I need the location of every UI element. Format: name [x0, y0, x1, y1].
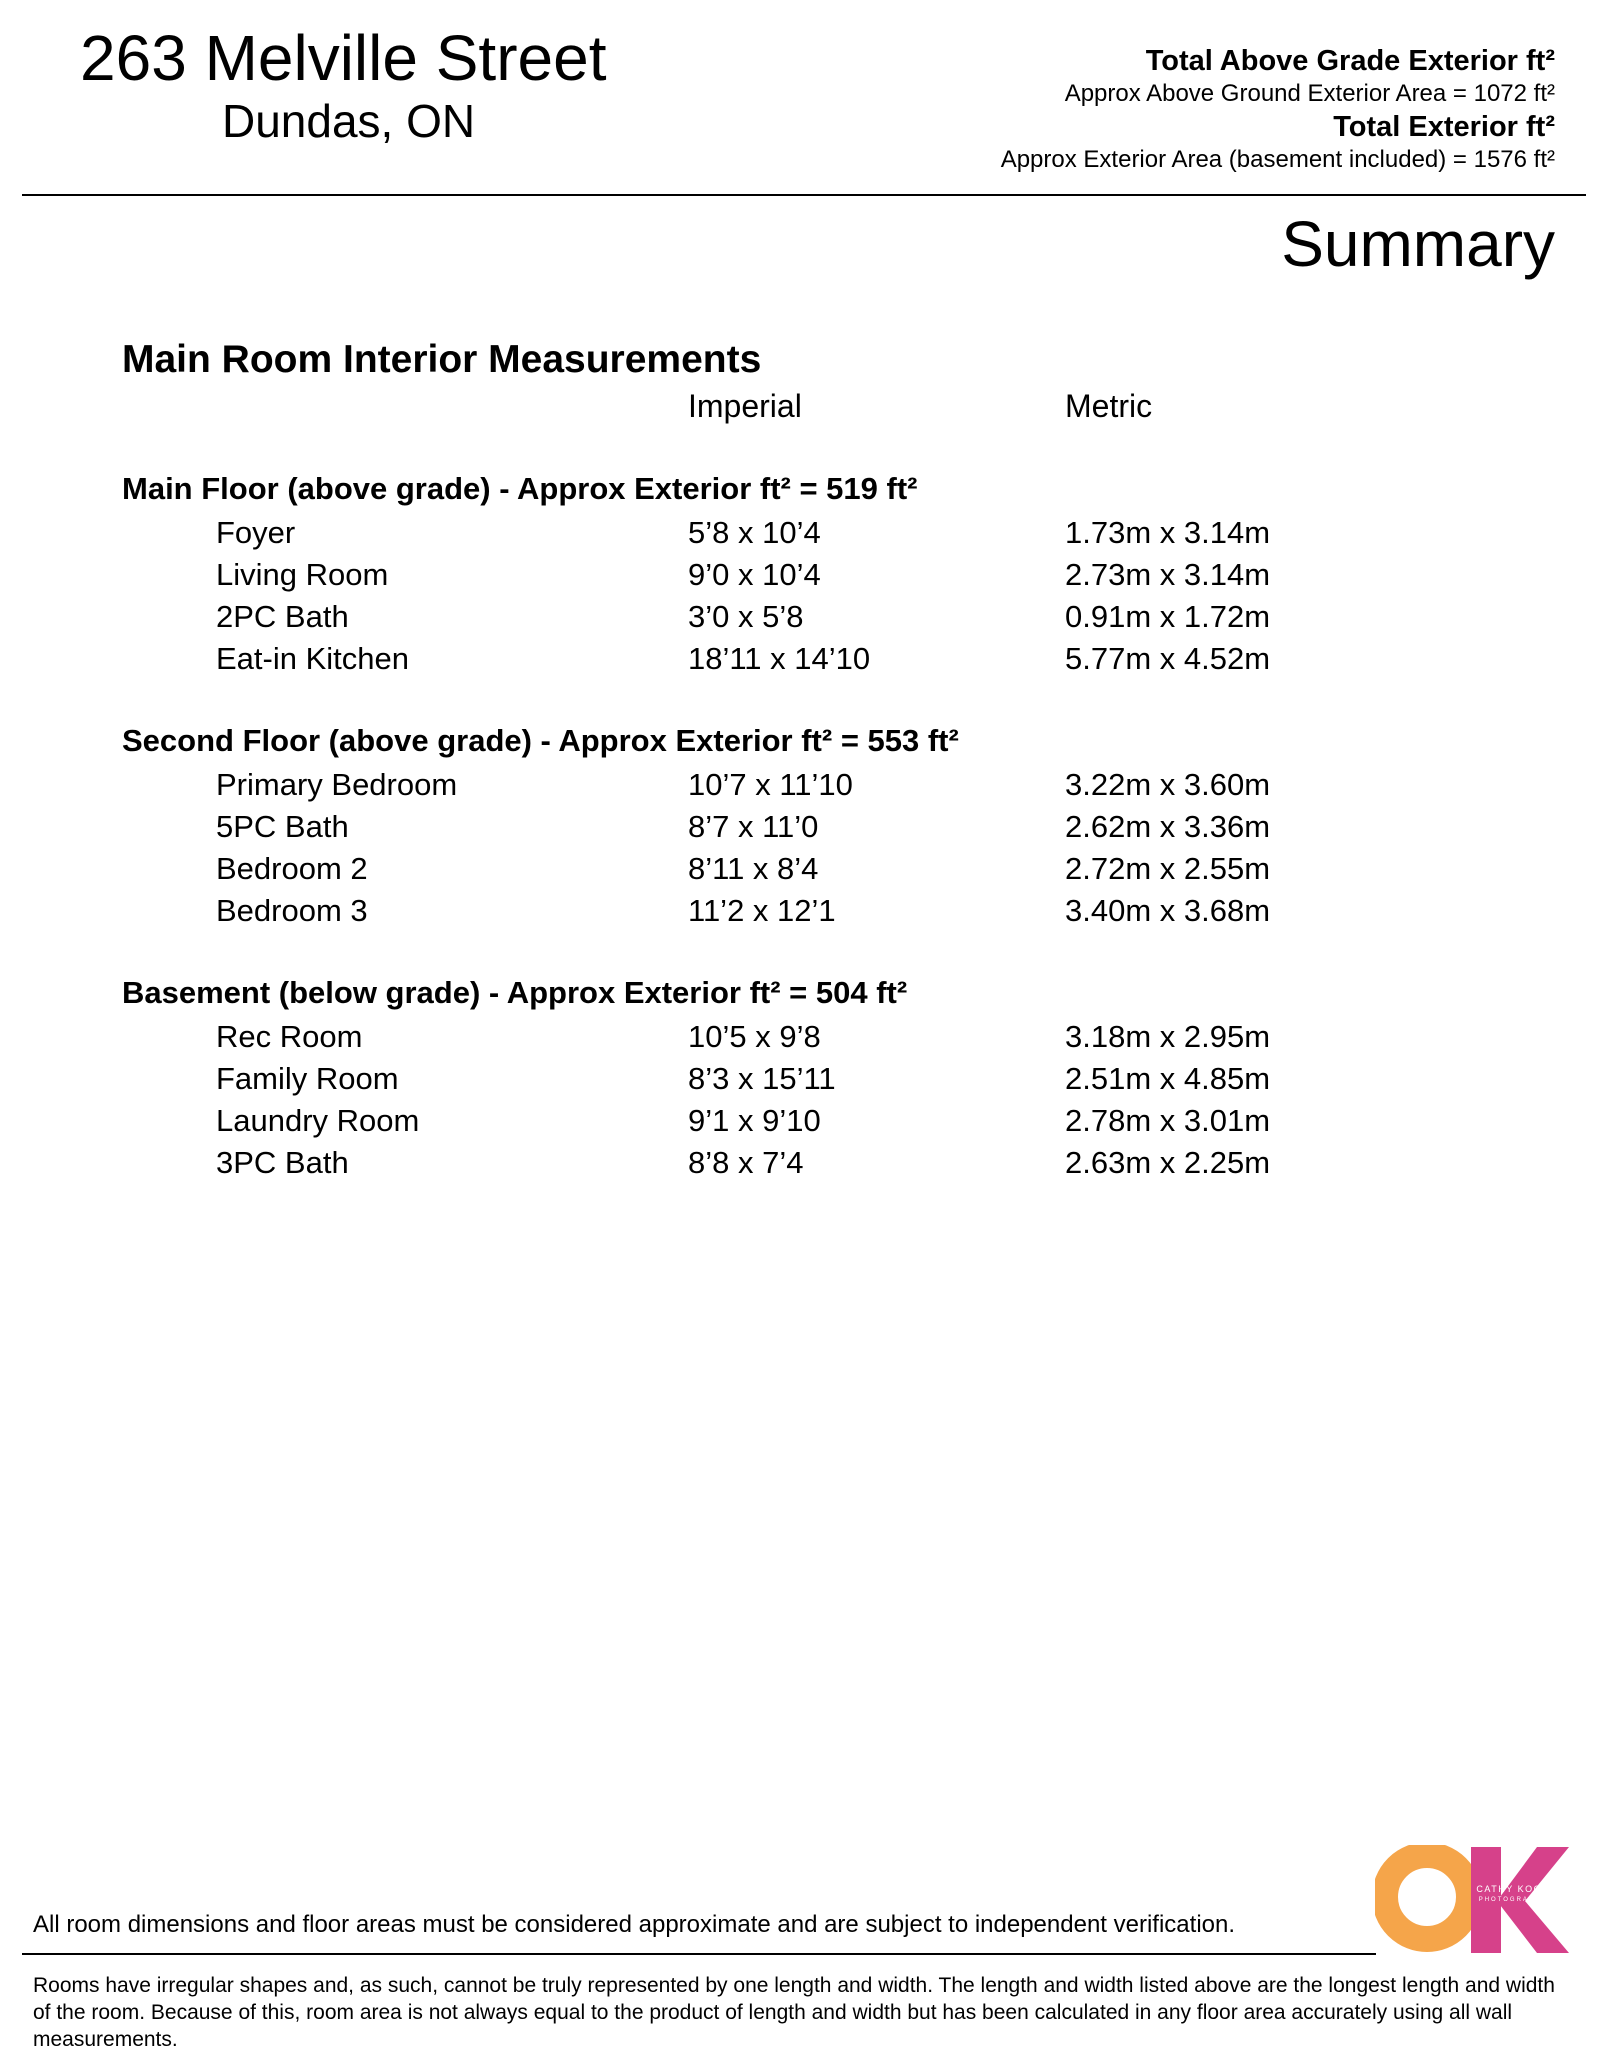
room-imperial: 8’3 x 15’11: [688, 1061, 836, 1096]
room-row: [0, 1147, 1600, 1189]
room-name: Bedroom 2: [216, 851, 368, 886]
room-row: [0, 769, 1600, 811]
room-row: [0, 1021, 1600, 1063]
room-imperial: 8’7 x 11’0: [688, 809, 819, 844]
logo-text-photography: PHOTOGRAPHY: [1478, 1897, 1548, 1903]
room-imperial: 3’0 x 5’8: [688, 599, 804, 634]
room-row: [0, 853, 1600, 895]
section-title: Main Room Interior Measurements: [122, 338, 762, 381]
room-name: Primary Bedroom: [216, 767, 458, 802]
total-exterior-label: Total Exterior ft²: [1333, 111, 1555, 143]
room-metric: 2.78m x 3.01m: [1065, 1103, 1271, 1138]
room-row: [0, 601, 1600, 643]
disclaimer-text: All room dimensions and floor areas must be considered approximate and are subject to independent verification.: [33, 1911, 1236, 1938]
room-imperial: 18’11 x 14’10: [688, 641, 871, 676]
room-metric: 5.77m x 4.52m: [1065, 641, 1271, 676]
room-metric: 2.62m x 3.36m: [1065, 809, 1271, 844]
room-row: [0, 1063, 1600, 1105]
room-imperial: 9’0 x 10’4: [688, 557, 821, 592]
logo-text-name: CATHY KOOP: [1476, 1884, 1550, 1894]
room-metric: 0.91m x 1.72m: [1065, 599, 1271, 634]
summary-title: Summary: [1281, 208, 1555, 280]
room-row: [0, 643, 1600, 685]
room-imperial: 10’5 x 9’8: [688, 1019, 821, 1054]
logo-letter-o: [1385, 1855, 1469, 1939]
room-imperial: 8’8 x 7’4: [688, 1145, 804, 1180]
room-metric: 2.73m x 3.14m: [1065, 557, 1271, 592]
room-name: Living Room: [216, 557, 389, 592]
cathy-koop-logo: [1375, 1845, 1570, 1955]
room-name: 5PC Bath: [216, 809, 349, 844]
floor-title: Main Floor (above grade) - Approx Exterior ft² = 519 ft²: [122, 471, 918, 506]
room-name: Eat-in Kitchen: [216, 641, 409, 676]
room-name: Laundry Room: [216, 1103, 420, 1138]
column-header-metric: Metric: [1065, 388, 1153, 424]
room-metric: 1.73m x 3.14m: [1065, 515, 1271, 550]
fine-print-text: Rooms have irregular shapes and, as such, cannot be truly represented by one length and width. The length and width listed above are the longest length and width of the room. Because of this, room area is not always equal to the product of length and width but has been calculated in any floor area accurately using all wall measurements.: [33, 1974, 1555, 2051]
header-divider: [22, 194, 1586, 196]
room-row: [0, 895, 1600, 937]
address-street: 263 Melville Street: [80, 22, 607, 94]
total-above-grade-label: Total Above Grade Exterior ft²: [1145, 45, 1555, 77]
address-city: Dundas, ON: [222, 95, 476, 147]
room-name: Foyer: [216, 515, 296, 550]
room-row: [0, 811, 1600, 853]
room-row: [0, 559, 1600, 601]
room-imperial: 8’11 x 8’4: [688, 851, 819, 886]
room-imperial: 11’2 x 12’1: [688, 893, 836, 928]
room-imperial: 10’7 x 11’10: [688, 767, 853, 802]
column-header-imperial: Imperial: [688, 388, 802, 424]
floor-title: Basement (below grade) - Approx Exterior ft² = 504 ft²: [122, 975, 908, 1010]
room-name: Rec Room: [216, 1019, 363, 1054]
room-metric: 3.40m x 3.68m: [1065, 893, 1271, 928]
totals-block: [1001, 44, 1555, 176]
total-exterior-value: Approx Exterior Area (basement included) = 1576 ft²: [1000, 146, 1555, 173]
room-metric: 2.51m x 4.85m: [1065, 1061, 1271, 1096]
room-metric: 3.22m x 3.60m: [1065, 767, 1271, 802]
room-name: Bedroom 3: [216, 893, 368, 928]
room-metric: 3.18m x 2.95m: [1065, 1019, 1271, 1054]
total-above-grade-value: Approx Above Ground Exterior Area = 1072 ft²: [1064, 80, 1555, 107]
room-name: 2PC Bath: [216, 599, 349, 634]
floor-title: Second Floor (above grade) - Approx Exterior ft² = 553 ft²: [122, 723, 959, 758]
footer-divider: [22, 1953, 1376, 1955]
room-metric: 2.63m x 2.25m: [1065, 1145, 1271, 1180]
room-name: Family Room: [216, 1061, 399, 1096]
room-metric: 2.72m x 2.55m: [1065, 851, 1271, 886]
room-row: [0, 517, 1600, 559]
room-imperial: 9’1 x 9’10: [688, 1103, 821, 1138]
room-row: [0, 1105, 1600, 1147]
room-imperial: 5’8 x 10’4: [688, 515, 821, 550]
room-name: 3PC Bath: [216, 1145, 349, 1180]
